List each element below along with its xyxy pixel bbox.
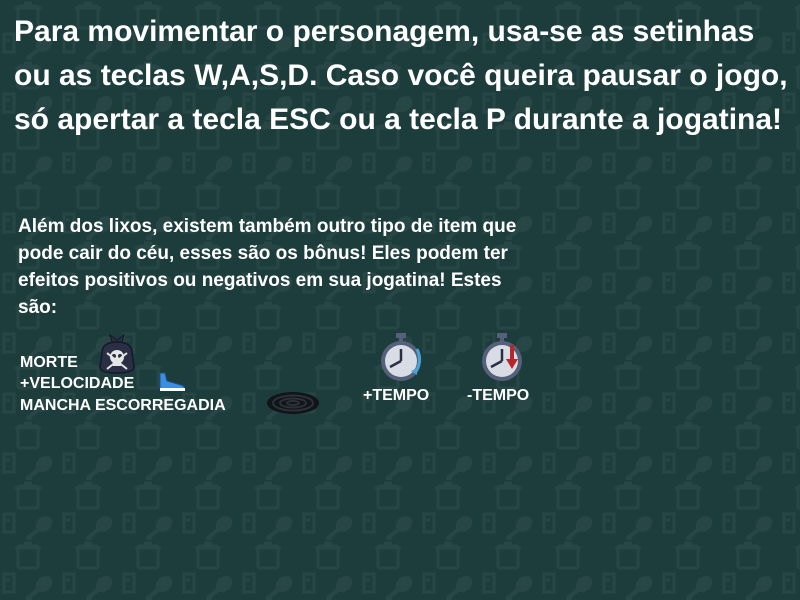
oil-puddle-icon	[264, 387, 322, 417]
bonus-slippery-label: MANCHA ESCORREGADIA	[20, 397, 226, 414]
bonus-death-label: MORTE	[20, 354, 78, 371]
bonus-time-plus-label: +TEMPO	[363, 387, 430, 404]
stopwatch-plus-icon	[377, 331, 425, 383]
movement-instructions: Para movimentar o personagem, usa-se as setinhas ou as teclas W,A,S,D. Caso você queira pausar o jogo, só apertar a tecla ESC ou a tecla P durante a jogatina!	[14, 15, 788, 136]
skull-trash-bag-icon	[96, 331, 138, 375]
bonus-speed-label: +VELOCIDADE	[20, 375, 135, 392]
bonus-time-minus-label: -TEMPO	[467, 387, 530, 404]
stopwatch-minus-icon	[478, 331, 526, 383]
sneaker-icon	[157, 371, 187, 393]
bonus-intro: Além dos lixos, existem também outro tipo de item que pode cair do céu, esses são os bônus! Eles podem ter efeitos positivos ou negativos em sua jogatina! Estes são:	[18, 216, 517, 318]
